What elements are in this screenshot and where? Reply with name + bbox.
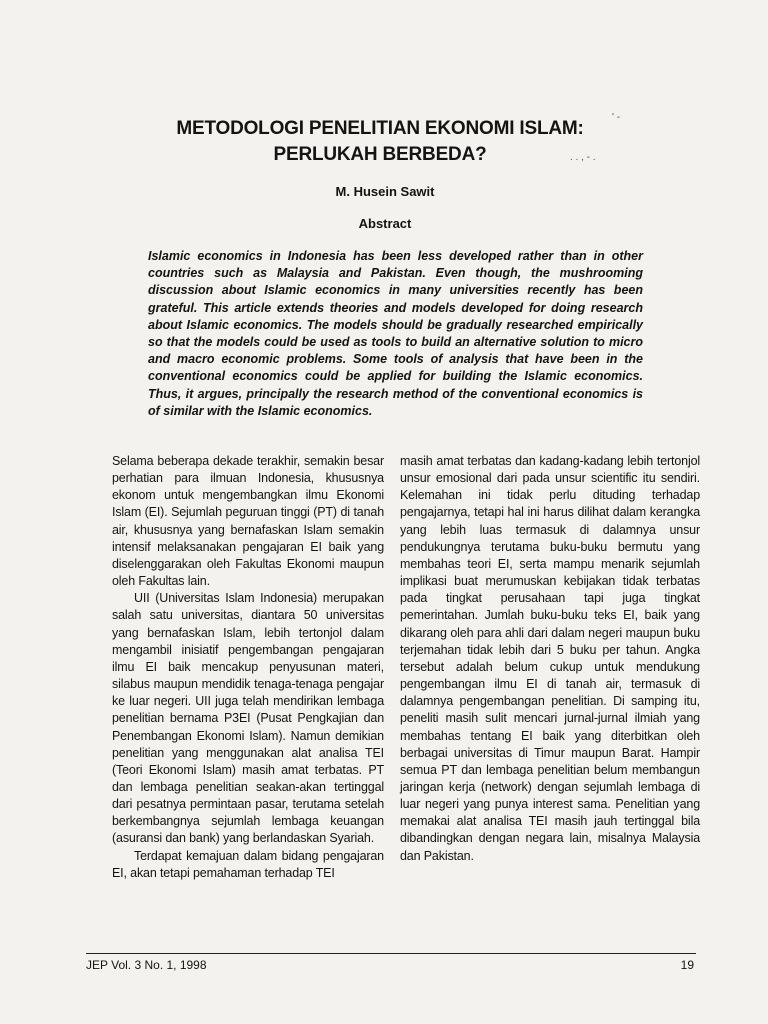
title-line-1: METODOLOGI PENELITIAN EKONOMI ISLAM: (176, 118, 584, 139)
left-column (112, 453, 384, 882)
journal-citation: JEP Vol. 3 No. 1, 1998 (86, 958, 207, 972)
scan-speck: ' - (612, 112, 621, 123)
left-paragraph-3: Terdapat kemajuan dalam bidang pengajaran EI, akan tetapi pemahaman terhadap TEI (112, 848, 384, 880)
page-number: 19 (680, 958, 694, 972)
left-paragraph-2: UII (Universitas Islam Indonesia) merupakan salah satu universitas, diantara 50 universitas yang bernafaskan Islam, lebih tertonjol dalam mengambil inisiatif pengembangan pengajaran ilmu EI baik mencakup penyusunan materi, silabus maupun mendidik tenaga-tenaga pengajar ke luar negeri. UII juga telah mendirikan lembaga penelitian bernama P3EI (Pusat Pengkajian dan Penembangan Ekonomi Islam). Namun demikian penelitian yang menggunakan alat analisa TEI (Teori Ekonomi Islam) masih amat terbatas. PT dan lembaga penelitian seakan-akan tertinggal dari pesatnya permintaan pasar, terutama setelah berkembangnya sejumlah lembaga keuangan (asuransi dan bank) yang berlandaskan Syariah. (112, 591, 384, 846)
right-column (400, 453, 700, 865)
scan-speck: . . , - . (570, 152, 596, 163)
abstract-paragraph: Islamic economics in Indonesia has been less developed rather than in other countries such as Malaysia and Pakistan. Even though, the mushrooming discussion about Islamic economics in many universities recently has been grateful. This article extends theories and models developed for doing research about Islamic economics. The models should be gradually researched empirically so that the models could be used as tools to build an alternative solution to micro and macro economic problems. Some tools of analysis that have been in the conventional economics could be applied for building the Islamic economics. Thus, it argues, principally the research method of the conventional economics is of similar with the Islamic economics. (148, 249, 643, 418)
title-line-2: PERLUKAH BERBEDA? (273, 144, 487, 165)
article-title (140, 116, 620, 168)
abstract-text (148, 248, 643, 420)
left-paragraph-1: Selama beberapa dekade terakhir, semakin besar perhatian para ilmuan Indonesia, khususnya ekonom untuk mengembangkan ilmu Ekonomi Islam (EI). Sejumlah peguruan tinggi (PT) di tanah air, khususnya yang bernafaskan Islam semakin intensif melaksanakan pengajaran EI baik yang diselenggarakan oleh Fakultas Ekonomi maupun oleh Fakultas lain. (112, 454, 384, 589)
abstract-heading: Abstract (358, 216, 412, 231)
author-name: M. Husein Sawit (335, 184, 435, 199)
footer-rule (86, 953, 696, 954)
right-paragraph-1: masih amat terbatas dan kadang-kadang lebih tertonjol unsur emosional dari pada unsur scientific itu sendiri. Kelemahan ini tidak perlu dituding terhadap pengajarnya, tetapi hal ini harus dilihat dalam kerangka yang lebih luas termasuk di dalamnya unsur pendukungnya terutama buku-buku bermutu yang membahas teori EI, serta mampu menarik sejumlah implikasi buat merumuskan kebijakan tidak terbatas pada tingkat perusahaan tapi juga tingkat pemerintahan. Jumlah buku-buku teks EI, baik yang dikarang oleh para ahli dari dalam negeri maupun buku terjemahan tidak lebih dari 5 buku per tahun. Angka tersebut adalah belum cukup untuk mendukung pengembangan ilmu EI di tanah air, termasuk di dalamnya pengembangan penelitian. Di samping itu, peneliti masih sulit mencari jurnal-jurnal ilmiah yang membahas tentang EI baik yang diterbitkan oleh berbagai universitas di Timur maupun Barat. Hampir semua PT dan lembaga penelitian belum membangun jaringan kerja (network) dengan sejumlah lembaga di luar negeri yang punya interest sama. Penelitian yang memakai alat analisa TEI masih jauh tertinggal bila dibandingkan dengan negara lain, misalnya Malaysia dan Pakistan. (400, 454, 700, 863)
